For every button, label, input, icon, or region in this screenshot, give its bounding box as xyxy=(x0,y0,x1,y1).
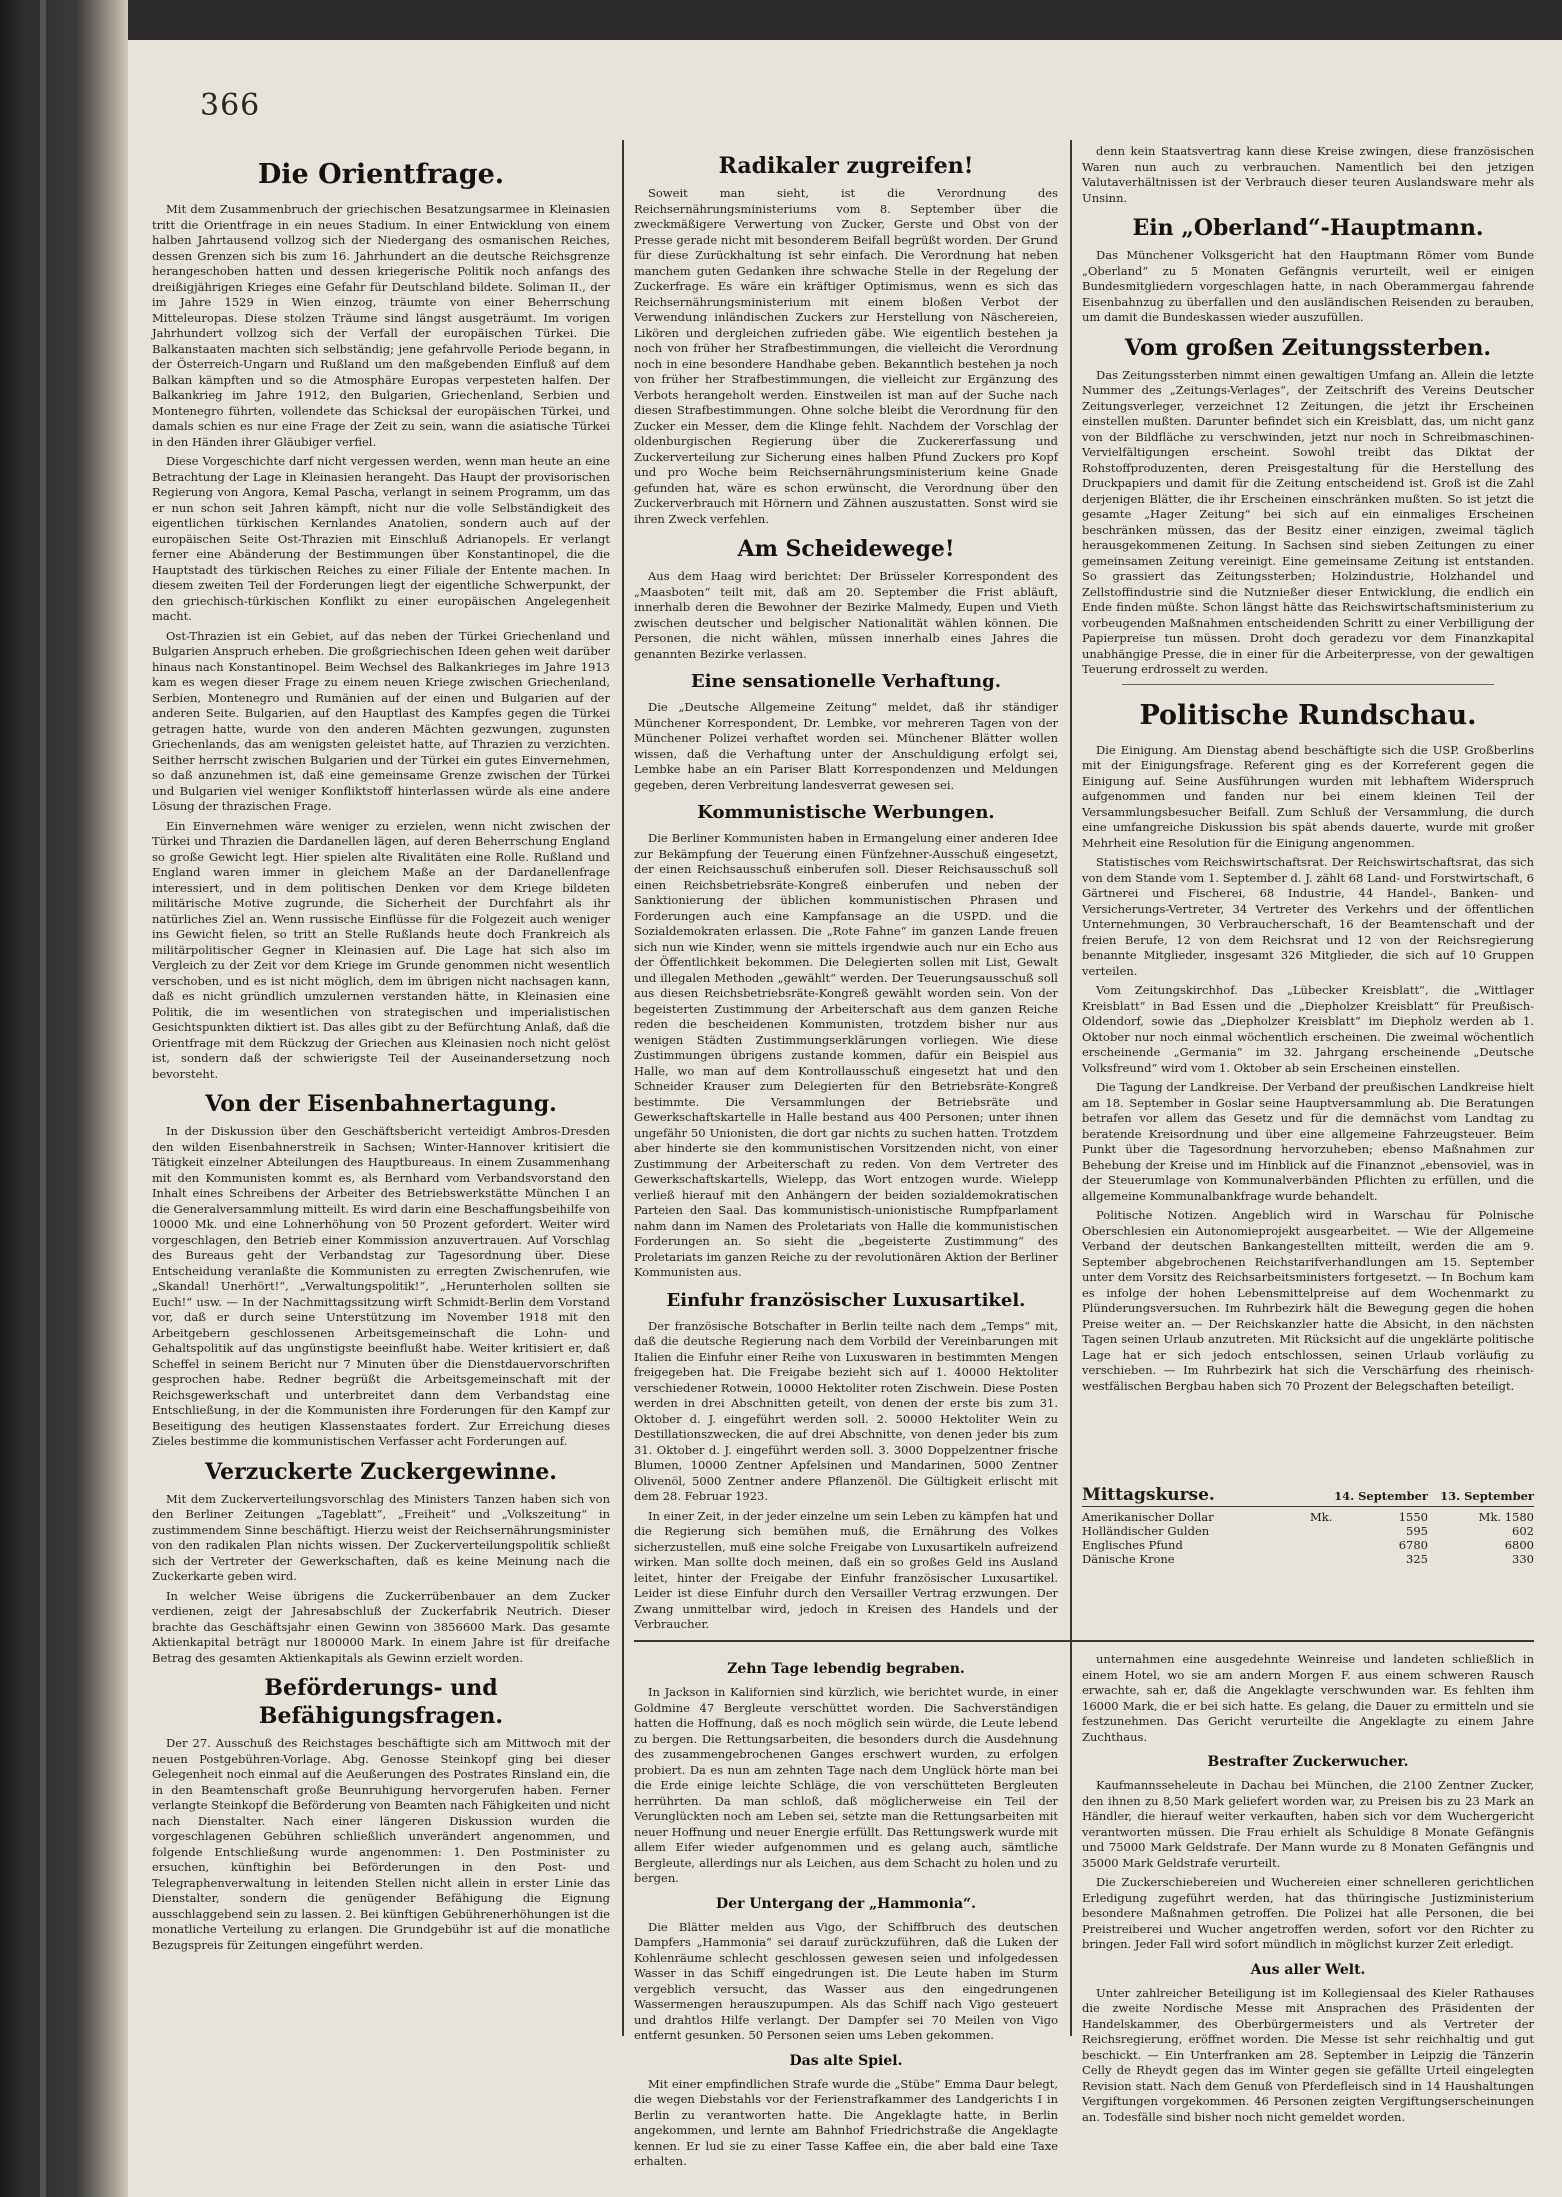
rate-today: 1550 xyxy=(1398,1510,1428,1524)
paragraph: Unter zahlreicher Beteiligung ist im Kollegiensaal des Kieler Rathauses die zweite Nordische Messe mit Ansprachen des Präsidenten der Handelskammer, des Oberbürgermeisters und als Vertreter der Reichsregierung, eröffnet worden. Die Messe ist sehr reichhaltig und gut beschickt. — Ein Unterfranken am 28. September in Leipzig die Tänzerin Celly de Rheydt gegen das im Winter gegen sie gefällte Urteil eingelegten Revision statt. Nach dem Genuß von Pferdefleisch sind in 14 Haushaltungen Vergiftungen vorgekommen. 46 Personen zeigten Vergiftungserscheinungen an. Todesfälle sind bisher noch nicht gemeldet worden. xyxy=(1082,1985,1534,2124)
page-number: 366 xyxy=(200,88,261,123)
headline-altes-spiel: Das alte Spiel. xyxy=(789,2052,903,2069)
paragraph: Die Zuckerschiebereien und Wuchereien einer schnelleren gerichtlichen Erledigung zugeführt werden, hat das thüringische Justizministerium besondere Maßnahmen getroffen. Die Polizei hat alle Personen, die bei Preistreiberei und Wucher angetroffen werden, sofort vor den Richter zu bringen. Jeder Fall wird sofort mündlich in möglichst kurzer Zeit erledigt. xyxy=(1082,1875,1534,1951)
headline-am-scheidewege: Am Scheidewege! xyxy=(737,536,955,562)
paragraph: Der 27. Ausschuß des Reichstages beschäftigte sich am Mittwoch mit der neuen Postgebühren-Vorlage. Abg. Genosse Steinkopf ging bei dieser Gelegenheit noch einmal auf die Aeußerungen des Postrates Rinsland ein, die in den Beamtenschaft große Beunruhigung hervorgerufen haben. Ferner verlangte Steinkopf die Beförderung von Beamten nach Fähigkeiten und nicht nach Dienstalter. Nach einer längeren Diskussion wurden die vorgeschlagenen Gebühren schließlich unverändert angenommen, und folgende Entschließung wurde angenommen: 1. Den Postminister zu ersuchen, künftighin bei Beförderungen in den Post- und Telegraphenverwaltung in leitenden Stellen nicht allein in erster Linie das Dienstalter, sondern die genügender Befähigung die Eignung ausschlaggebend sein zu lassen. 2. Bei künftigen Gebührenerhöhungen ist die monatliche Verteilung zu erlangen. Die Grundgebühr ist auf die monatliche Bezugspreis für Zeitungen eingeführt werden. xyxy=(152,1736,610,1952)
market-header xyxy=(1082,1485,1534,1507)
headline-hammonia: Der Untergang der „Hammonia“. xyxy=(716,1895,976,1912)
paragraph: Mit dem Zuckerverteilungsvorschlag des Ministers Tanzen haben sich von den Berliner Zeitungen „Tageblatt“, „Freiheit“ und „Volkszeitung“ in zustimmendem Sinne beschäftigt. Hierzu weist der Reichsernährungsminister von den radikalen Plan nichts wissen. Der Zuckerverteilungspolitik schließt sich der Vertreter der Gewerkschaften, daß es keine Meinung nach die Zuckerkarte geben wird. xyxy=(152,1491,610,1583)
paragraph: Vom Zeitungskirchhof. Das „Lübecker Kreisblatt“, die „Wittlager Kreisblatt“ in Bad Essen und die „Diepholzer Kreisblatt“ für Preußisch-Oldendorf, sowie das „Diepholzer Kreisblatt“ im Diepholz werden ab 1. Oktober nur noch einmal wöchentlich erscheinen. Die zweimal wöchentlich erscheinende „Germania“ im 32. Jahrgang erscheinende „Deutsche Volksfreund“ wird vom 1. Oktober ab sein Erscheinen einstellen. xyxy=(1082,983,1534,1075)
binding-edge xyxy=(40,0,46,2197)
bottom-section-rule xyxy=(634,1640,1534,1642)
headline-oberland-hauptmann: Ein „Oberland“-Hauptmann. xyxy=(1132,215,1484,241)
headline-radikaler-zugreifen: Radikaler zugreifen! xyxy=(718,153,974,179)
market-date-1: 14. September xyxy=(1334,1489,1428,1503)
paragraph: In einer Zeit, in der jeder einzelne um sein Leben zu kämpfen hat und die Regierung sich bemühen muß, die Ernährung des Volkes sicherzustellen, muß eine solche Freigabe von Luxusartikeln aufreizend wirken. Man sollte doch meinen, daß ein so großes Geld ins Ausland leitet, hinter der Freigabe der Einfuhr französischer Luxusartikel. Leider ist diese Einfuhr durch den Versailler Vertrag erzwungen. Der Zwang unmittelbar wird, jedoch in Kreisen des Handels und der Verbraucher. xyxy=(634,1508,1058,1631)
paragraph: Diese Vorgeschichte darf nicht vergessen werden, wenn man heute an eine Betrachtung der Lage in Kleinasien herangeht. Das Haupt der provisorischen Regierung von Angora, Kemal Pascha, verlangt in seinem Programm, um das er nun schon seit Jahren kämpft, nicht nur die volle Selbständigkeit des eigentlichen türkischen Kernlandes Anatolien, sondern auch auf der europäischen Seite Ost-Thrazien mit Einschluß Adrianopels. Er verlangt ferner eine Abänderung der Bestimmungen über Konstantinopel, die die Hauptstadt des türkischen Reiches zu einer Filiale der Entente machen. In diesem zweiten Teil der Forderungen liegt der eigentliche Schwerpunkt, der den griechisch-türkischen Konflikt zu einer europäischen Angelegenheit macht. xyxy=(152,454,610,623)
paragraph: Das Münchener Volksgericht hat den Hauptmann Römer vom Bunde „Oberland“ zu 5 Monaten Gefängnis verurteilt, weil er einigen Bundesmitgliedern vorgeschlagen hatte, in nach Oberammergau fahrende Eisenbahnzug zu überfallen und den ausländischen Reisenden zu berauben, um damit die Bundeskassen wieder auszufüllen. xyxy=(1082,248,1534,324)
paragraph: Mit dem Zusammenbruch der griechischen Besatzungsarmee in Kleinasien tritt die Orientfrage in ein neues Stadium. In einer Entwicklung von einem halben Jahrtausend vollzog sich der Niedergang des osmanischen Reiches, dessen Grenzen sich bis zum 16. Jahrhundert an die deutsche Reichsgrenze herangeschoben hatten und dessen kriegerische Politik noch anfangs des dreißigjährigen Krieges eine Gefahr für Deutschland bildete. Soliman II., der im Jahre 1529 in Wien einzog, träumte von einer Beherrschung Mitteleuropas. Diese stolzen Träume sind längst ausgeträumt. Im vorigen Jahrhundert vollzog sich der Verfall der europäischen Türkei. Die Balkanstaaten machten sich selbständig; jene gefahrvolle Periode begann, in der Österreich-Ungarn und Rußland um den maßgebenden Einfluß auf dem Balkan kämpften und so die Atmosphäre Europas verpesteten halfen. Der Balkankrieg im Jahre 1912, den Bulgarien, Griechenland, Serbien und Montenegro führten, vollendete das Schicksal der europäischen Türkei, und damals schien es nur eine Frage der Zeit zu sein, wann die asiatische Türkei in den Händen ihrer Gläubiger verfiel. xyxy=(152,202,610,449)
paragraph: Ost-Thrazien ist ein Gebiet, auf das neben der Türkei Griechenland und Bulgarien Anspruch erheben. Die großgriechischen Ideen gehen weit darüber hinaus nach Konstantinopel. Beim Wechsel des Balkankrieges im Jahre 1913 kam es wegen dieser Frage zu einem neuen Kriege zwischen Griechenland, Serbien, Montenegro und Rumänien auf der einen und Bulgarien auf der anderen Seite. Bulgarien, auf den Hauptlast des Kampfes gegen die Türkei getragen hatte, wurde von den anderen Mächten gezwungen, zugunsten Griechenlands, das am wenigsten geleistet hatte, auf Thrazien zu verzichten. Seither herrscht zwischen Bulgarien und der Türkei ein gutes Einvernehmen, so daß anzunehmen ist, daß eine gemeinsame Grenze zwischen der Türkei und Bulgarien viel weniger Konfliktstoff hinterlassen würde als eine andere Lösung der thrazischen Frage. xyxy=(152,628,610,813)
paragraph: Die „Deutsche Allgemeine Zeitung“ meldet, daß ihr ständiger Münchener Korrespondent, Dr. Lembke, vor mehreren Tagen von der Münchener Polizei verhaftet worden sei. Münchener Blätter wollen wissen, daß die Verhaftung unter der Anschuldigung erfolgt sei, Lembke habe an ein Pariser Blatt Korrespondenzen und Meldungen gegeben, deren Verbreitung landesverrat gewesen sei. xyxy=(634,700,1058,792)
paragraph: In welcher Weise übrigens die Zuckerrübenbauer an dem Zucker verdienen, zeigt der Jahresabschluß der Zuckerfabrik Neutrich. Dieser brachte das Geschäftsjahr einen Gewinn von 3856600 Mark. Das gesamte Aktienkapital beträgt nur 1800000 Mark. In einem Jahre ist für dreifache Betrag des gesamten Aktienkapitals als Gewinn erzielt worden. xyxy=(152,1588,610,1665)
paragraph: Soweit man sieht, ist die Verordnung des Reichsernährungsministeriums vom 8. September über die zweckmäßigere Verwertung von Zucker, Gerste und Obst von der Presse gerade nicht mit besonderem Beifall begrüßt worden. Der Grund für diese Zurückhaltung ist sehr einfach. Die Verordnung hat neben manchem guten Gedanken ihre schwache Stelle in der Regelung der Zuckerfrage. Es wäre ein kräftiger Optimismus, wenn es sich das Reichsernährungsministerium mit einem bloßen Verbot der Verwendung inländischen Zuckers zur Herstellung von Näschereien, Likören und dergleichen zufrieden gäbe. Wie eigentlich bestehen ja noch von früher her Strafbestimmungen, die vielleicht die Verordnung noch in eine besondere Handhabe geben. Bekanntlich bestehen ja noch von früher her Strafbestimmungen, die vielleicht zur Ergänzung des Verbots herangeholt werden. Einstweilen ist man auf der Suche nach diesen Strafbestimmungen. Ohne solche bleibt die Verordnung für den Zucker ein Messer, dem die Klinge fehlt. Nachdem der Vorschlag der oldenburgischen Regierung über die Zuckererfassung und Zuckerverteilung zur Sicherung eines halben Pfund Zuckers pro Kopf und pro Woche beim Reichsernährungsministerium keine Gnade gefunden hat, wäre es schon erwünscht, die Verordnung über den Zuckerverbrauch mit Hörnern und Zähnen auszustatten. Sonst wird sie ihren Zweck verfehlen. xyxy=(634,186,1058,526)
headline-verhaftung: Eine sensationelle Verhaftung. xyxy=(690,671,1001,692)
paragraph: Die Blätter melden aus Vigo, der Schiffbruch des deutschen Dampfers „Hammonia“ sei darauf zurückzuführen, daß die Luken der Kohlenräume schlecht geschlossen gewesen seien und infolgedessen Wasser in das Schiff eingedrungen ist. Die Leute haben im Sturm vergeblich versucht, das Wasser aus den eingedrungenen Wassermengen herauszupumpen. Als das Schiff nach Vigo gesteuert und drahtlos Hilfe verlangt. Der Dampfer sei 70 Meilen von Vigo entfernt gesunken. 50 Personen seien ums Leben gekommen. xyxy=(634,1919,1058,2042)
headline-kommunistische-werbungen: Kommunistische Werbungen. xyxy=(697,802,995,823)
column-rule-2 xyxy=(1070,140,1072,2036)
market-row xyxy=(1082,1552,1534,1566)
paragraph: Die Tagung der Landkreise. Der Verband der preußischen Landkreise hielt am 18. September in Goslar seine Hauptversammlung ab. Die Beratungen betrafen vor allem das Gesetz und für die demnächst vom Landtag zu beratende Kreisordnung und über eine allgemeine Fahrzeugsteuer. Beim Punkt über die Tagesordnung hervorzuheben; ebenso Maßnahmen zur Behebung der Kreise und im Hinblick auf die Finanznot „ebensoviel, was in der Steuerumlage von Kommunalverbänden Pflichten zu erfüllen, und die allgemeine Kommunalbankfrage wurde behandelt. xyxy=(1082,1080,1534,1203)
headline-zuckerwucher: Bestrafter Zuckerwucher. xyxy=(1207,1754,1409,1770)
headline-lebendig-begraben: Zehn Tage lebendig begraben. xyxy=(727,1661,965,1677)
paragraph: In der Diskussion über den Geschäftsbericht verteidigt Ambros-Dresden den wilden Eisenbahnerstreik in Sachsen; Winter-Hannover kritisiert die Tätigkeit einzelner Abteilungen des Hauptbureaus. In einem Zusammenhang mit den Kommunisten kommt es, als Bernhard vom Verbandsvorstand den Inhalt eines Schreibens der Arbeiter des Betriebswerkstätte München I an die Generalversammlung mitteilt. Es wird darin eine Beschaffungsbeihilfe von 10000 Mk. und eine Lohnerhöhung von 50 Prozent gefordert. Weiter wird vorgeschlagen, den Betrieb einer Kommission anzuvertrauen. Auf Vorschlag des Bureaus geht der Verbandstag zur Tagesordnung über. Diese Entscheidung veranlaßte die Kommunisten zu erregten Zwischenrufen, wie „Skandal! Unerhört!“, „Verwaltungspolitik!“, „Herunterholen sollten sie Euch!“ usw. — In der Nachmittagssitzung wirft Schmidt-Berlin dem Vorstand vor, daß er durch seine Unterstützung im November 1918 mit den Arbeitgebern geschlossenen Arbeitsgemeinschaft die Lohn- und Gehaltspolitik auf das ungünstigste beeinflußt habe. Weiter kritisiert er, daß Scheffel in seinem Bericht nur 7 Minuten über die Dienstdauervorschriften gesprochen habe. Redner begrüßt die Arbeitsgemeinschaft mit der Reichsgewerkschaft und unterbreitet dann dem Verbandstag eine Entschließung, in der die Kommunisten ihre Forderungen für den Kampf zur Beseitigung des heutigen Klassenstaates fordert. Zur Erreichung dieses Zieles bestimme die kommunistischen Verfasser acht Forderungen auf. xyxy=(152,1124,610,1448)
column-left xyxy=(152,144,610,2036)
column-rule-1 xyxy=(622,140,624,2036)
paragraph: Das Zeitungssterben nimmt einen gewaltigen Umfang an. Allein die letzte Nummer des „Zeitungs-Verlages“, der Zeitschrift des Vereins Deutscher Zeitungsverleger, verzeichnet 12 Zeitungen, die jetzt ihr Erscheinen einstellen mußten. Darunter befindet sich ein Kreisblatt, das, um nicht ganz von der Bildfläche zu verschwinden, jetzt nur noch in Schreibmaschinen-Vervielfältigungen erscheint. Sowohl treibt das Diktat der Rohstoffproduzenten, deren Preisgestaltung für die Herstellung des Druckpapiers und damit für die Zeitung entscheidend ist. Groß ist die Zahl derjenigen Blätter, die ihr Erscheinen einschränken mußten. So ist jetzt die gesamte „Hager Zeitung“ bei sich auf ein einmaliges Erscheinen beschränken müssen, das der Besitz einer einzigen, zweimal täglich herausgekommenen Zeitung. In Sachsen sind sieben Zeitungen zu einer gemeinsamen Zeitung vereinigt. Eine gemeinsame Zeitung ist entstanden. So grassiert das Zeitungssterben; Holzindustrie, Holzhandel und Zellstoffindustrie sind die Nutznießer dieser Entwicklung, die endlich ein Ende finden müßte. Schon längst hätte das Reichswirtschaftsministerium zu vorbeugenden Maßnahmen entscheidenden Schritt zu einer Verbilligung der Papierpreise tun müssen. Droht doch geradezu vor dem Finanzkapital unabhängige Presse, die in einer für die Arbeiterpresse, von der gewaltigen Teuerung erdrosselt zu werden. xyxy=(1082,367,1534,676)
paragraph: Kaufmannsseheleute in Dachau bei München, die 2100 Zentner Zucker, den ihnen zu 8,50 Mark geliefert worden war, zu Preisen bis zu 23 Mark an Händler, die hierauf weiter verkauften, haben sich vor dem Wuchergericht verantworten müssen. Die Frau erhielt als Schuldige 8 Monate Gefängnis und 75000 Mark Geldstrafe. Der Mann wurde zu 8 Monaten Gefängnis und 35000 Mark Geldstrafe verurteilt. xyxy=(1082,1778,1534,1870)
market-row xyxy=(1082,1510,1534,1524)
headline-befoerderungsfragen: Beförderungs- und Befähigungsfragen. xyxy=(258,1675,504,1729)
bottom-column-right xyxy=(1082,1652,1534,2124)
newspaper-page xyxy=(128,40,1562,2197)
paragraph: Aus dem Haag wird berichtet: Der Brüsseler Korrespondent des „Maasboten“ teilt mit, daß am 20. September die Frist abläuft, innerhalb deren die Bewohner der Bezirke Malmedy, Eupen und Vieth zwischen deutscher und belgischer Nationalität wählen können. Die Personen, die nicht wählen, müssen innerhalb eines Jahres die genannten Bezirke verlassen. xyxy=(634,569,1058,661)
market-date-2: 13. September xyxy=(1440,1489,1534,1503)
market-title: Mittagskurse. xyxy=(1082,1485,1215,1505)
market-row xyxy=(1082,1524,1534,1538)
book-binding xyxy=(0,0,128,2197)
currency-unit: Mk. xyxy=(1310,1510,1333,1524)
currency-name: Englisches Pfund xyxy=(1082,1538,1183,1552)
headline-eisenbahnertagung: Von der Eisenbahnertagung. xyxy=(205,1091,557,1117)
paragraph: unternahmen eine ausgedehnte Weinreise und landeten schließlich in einem Hotel, wo sie am andern Morgen F. aus einem schweren Rausch erwachte, sah er, daß die Angeklagte verschwunden war. Es fehlten ihm 16000 Mark, die er bei sich hatte. Es gelang, die Dauer zu ermitteln und sie festzunehmen. Das Gericht verurteilte die Angeklagte zu einem Jahre Zuchthaus. xyxy=(1082,1652,1534,1744)
rate-previous: 602 xyxy=(1512,1524,1534,1538)
headline-zeitungssterben: Vom großen Zeitungssterben. xyxy=(1124,334,1492,361)
currency-unit xyxy=(1310,1524,1330,1538)
currency-name: Holländischer Gulden xyxy=(1082,1524,1210,1538)
rate-previous: 330 xyxy=(1512,1552,1534,1566)
currency-name: Amerikanischer Dollar xyxy=(1082,1510,1214,1524)
rate-today: 325 xyxy=(1406,1552,1428,1566)
currency-name: Dänische Krone xyxy=(1082,1552,1175,1566)
headline-luxusartikel: Einfuhr französischer Luxusartikel. xyxy=(666,1289,1026,1311)
market-row xyxy=(1082,1538,1534,1552)
paragraph: In Jackson in Kalifornien sind kürzlich, wie berichtet wurde, in einer Goldmine 47 Bergleute verschüttet worden. Die Sachverständigen hatten die Hoffnung, daß es noch möglich sein würde, die Leute lebend zu bergen. Die Rettungsarbeiten, die besonders durch die Ausdehnung des zusammengebrochenen Ganges erschwert wurden, zu erfolgen probiert. Da es nun am zehnten Tage nach dem Unglück hörte man bei die Erde einige leichte Schläge, die von verschütteten Bergleuten herrührten. Da man schloß, daß möglicherweise ein Teil der Verunglückten noch am Leben sei, setzte man die Rettungsarbeiten mit neuer Hoffnung und neuer Energie erfüllt. Das Rettungswerk wurde mit allem Eifer wieder aufgenommen und es gelang auch, sämtliche Bergleute, allerdings nur als Leichen, aus dem Schacht zu holen und zu bergen. xyxy=(634,1685,1058,1885)
paragraph: Der französische Botschafter in Berlin teilte nach dem „Temps“ mit, daß die deutsche Regierung nach dem Vorbild der Vereinbarungen mit Italien die Einfuhr einer Reihe von Luxuswaren in bestimmten Mengen freigegeben hat. Die Freigabe bezieht sich auf 1. 40000 Hektoliter verschiedener Rotwein, 10000 Hektoliter roten Zischwein. Diese Posten werden in drei Abschnitten geteilt, von denen der erste bis zum 31. Oktober d. J. eingeführt werden soll. 2. 50000 Hektoliter Wein zu Destillationszwecken, die auf drei Abschnitte, von denen jeder bis zum 31. Oktober d. J. eingeführt werden soll. 3. 3000 Doppelzentner frische Blumen, 10000 Zentner Apfelsinen und Mandarinen, 5000 Zentner Olivenöl, 5000 Zentner andere Pflanzenöl. Die Gültigkeit erlischt mit dem 28. Februar 1923. xyxy=(634,1318,1058,1503)
rate-previous: Mk. 1580 xyxy=(1478,1510,1534,1524)
rate-previous: 6800 xyxy=(1504,1538,1534,1552)
headline-orientfrage: Die Orientfrage. xyxy=(257,159,505,190)
column-middle xyxy=(634,144,1058,1630)
paragraph: Mit einer empfindlichen Strafe wurde die „Stübe“ Emma Daur belegt, die wegen Diebstahls vor der Ferienstrafkammer des Landgerichts I in Berlin zu verantworten hatte. Die Angeklagte hatte, in Berlin angekommen, und lernte am Bahnhof Friedrichstraße die Angeklagte kennen. Er lud sie zu einer Tasse Kaffee ein, die aber bald eine Taxe erhalten. xyxy=(634,2076,1058,2168)
paragraph: Die Berliner Kommunisten haben in Ermangelung einer anderen Idee zur Bekämpfung der Teuerung einen Fünfzehner-Ausschuß eingesetzt, der einen Reichsausschuß einberufen soll. Dieser Reichsausschuß soll einen Reichsbetriebsräte-Kongreß einberufen und neben der Sanktionierung der üblichen kommunistischen Phrasen und Forderungen auch eine Kampfansage an die USPD. und die Sozialdemokraten erlassen. Die „Rote Fahne“ im ganzen Lande freuen sich nun wie Kinder, wenn sie mittels irgendwie auch nur ein Echo aus der Öffentlichkeit bekommen. Die Delegierten sollen mit List, Gewalt und illegalen Methoden „gewählt“ werden. Der Teuerungsausschuß soll aus diesen Reichsbetriebsräte-Kongreß gewählt worden sein. Von der begeisterten Zustimmung der Arbeiterschaft aus dem ganzen Reiche reden die bescheidenen Kommunisten, trotzdem bisher nur aus wenigen Städten Zustimmungserklärungen vorliegen. Wie diese Zustimmungen übrigens zustande kommen, dafür ein Beispiel aus Halle, wo man auf dem Kontrollausschuß eingesetzt hat und den Schneider Krauser zum Delegierten für den Betriebsräte-Kongreß bestimmte. Die Versammlungen der Betriebsräte und Gewerkschaftskartelle in Halle bestand aus 400 Personen; unter ihnen ungefähr 50 Unionisten, die dort gar nichts zu suchen hatten. Trotzdem aber hinderte sie den kommunistischen Vorsitzenden nicht, von einer Zustimmung der Arbeiterschaft zu reden. Von dem Vertreter des Gewerkschaftskartells, Wielepp, das Wort entzogen wurde. Wielepp verließ hierauf mit den Anhängern der beiden sozialdemokratischen Parteien den Saal. Das kommunistisch-unionistische Rumpfparlament nahm dann im Namen des Proletariats von Halle die kommunistischen Forderungen an. So sieht die „begeisterte Zustimmung“ des Proletariats im ganzen Reiche zu der revolutionären Aktion der Berliner Kommunisten aus. xyxy=(634,831,1058,1279)
paragraph: Statistisches vom Reichswirtschaftsrat. Der Reichswirtschaftsrat, das sich von dem Stande vom 1. September d. J. zählt 68 Land- und Forstwirtschaft, 6 Gärtnerei und Fischerei, 68 Industrie, 44 Handel-, Banken- und Versicherungs-Vertreter, 34 Vertreter des Verkehrs und der öffentlichen Unternehmungen, 30 Verbraucherschaft, 16 der Beamtenschaft und der freien Berufe, 12 von dem Reichsrat und 12 von der Reichsregierung benannte Mitglieder, insgesamt 326 Mitglieder, die sich auf 10 Gruppen verteilen. xyxy=(1082,855,1534,978)
divider xyxy=(1122,684,1494,685)
bottom-column-left xyxy=(634,1652,1058,2168)
currency-unit xyxy=(1310,1538,1330,1552)
market-quotes-table xyxy=(1082,1485,1534,1566)
paragraph: denn kein Staatsvertrag kann diese Kreise zwingen, diese französischen Waren nun auch zu verbrauchen. Namentlich bei den jetzigen Valutaverhältnissen ist der Verbrauch dieser teuren Auslandsware mehr als Unsinn. xyxy=(1082,144,1534,205)
paragraph: Politische Notizen. Angeblich wird in Warschau für Polnische Oberschlesien ein Autonomieprojekt ausgearbeitet. — Wie der Allgemeine Verband der deutschen Bankangestellten mitteilt, werden die am 9. September abgebrochenen Reichstarifverhandlungen am 15. September unter dem Vorsitz des Reichsarbeitsministers fortgesetzt. — In Bochum kam es infolge der hohen Lebensmittelpreise auf dem Wochenmarkt zu Plünderungsversuchen. Im Ruhrbezirk hält die Bewegung gegen die hohen Preise weiter an. — Der Reichskanzler hatte die Absicht, in den nächsten Tagen seinen Urlaub anzutreten. Mit Rücksicht auf die ungeklärte politische Lage hat er sich jedoch entschlossen, seinen Urlaub vorläufig zu verschieben. — Im Ruhrbezirk hat sich die Verschärfung des rheinisch-westfälischen Bergbau haben sich 70 Prozent der Belegschaften beteiligt. xyxy=(1082,1208,1534,1393)
headline-politische-rundschau: Politische Rundschau. xyxy=(1139,699,1477,731)
headline-zuckergewinne: Verzuckerte Zuckergewinne. xyxy=(205,1458,557,1485)
paragraph: Die Einigung. Am Dienstag abend beschäftigte sich die USP. Großberlins mit der Einigungsfrage. Referent ging es der Korreferent gegen die Einigung auf. Seine Ausführungen wurden mit lebhaftem Widerspruch aufgenommen und fanden nur bei einem kleinen Teil der Versammlungsbesucher Beifall. Zum Schluß der Versammlung, die durch eine umfangreiche Diskussion bis spät abends dauerte, wurde mit großer Mehrheit eine Resolution für die Einigung angenommen. xyxy=(1082,742,1534,850)
column-right xyxy=(1082,144,1534,1480)
paragraph: Ein Einvernehmen wäre weniger zu erzielen, wenn nicht zwischen der Türkei und Thrazien die Dardanellen lägen, auf deren Beherrschung England so große Gewicht legt. Hier spielen alte Rivalitäten eine Rolle. Rußland und England waren immer in gleichem Maße an der Dardanellenfrage interessiert, und in dem politischen Denken vor dem Kriege bildeten militärische Motive zugrunde, die Sicherheit der Durchfahrt als ihr natürliches Ziel an. Wenn russische Einflüsse für die Folgezeit auch weniger ins Gewicht fielen, so tritt an Stelle Rußlands heute doch Frankreich als militärpolitischer Gegner in Kleinasien auf. Die Lage hat sich also im Vergleich zu der Zeit vor dem Kriege im Grunde genommen nicht wesentlich verschoben, und es ist nicht möglich, dem im übrigen nicht nachsagen kann, daß es nicht gründlich umzulernen verstanden hätte, in Kleinasien eine Politik, die im wesentlichen von strategischen und imperialistischen Gesichtspunkten diktiert ist. Das alles gibt zu der Befürchtung Anlaß, daß die Orientfrage mit dem Rückzug der Griechen aus Kleinasien noch nicht gelöst ist, sondern daß der schwierigste Teil der Auseinandersetzung noch bevorsteht. xyxy=(152,818,610,1081)
headline-aus-aller-welt: Aus aller Welt. xyxy=(1250,1961,1366,1978)
rate-today: 595 xyxy=(1406,1524,1428,1538)
currency-unit xyxy=(1310,1552,1330,1566)
rate-today: 6780 xyxy=(1398,1538,1428,1552)
